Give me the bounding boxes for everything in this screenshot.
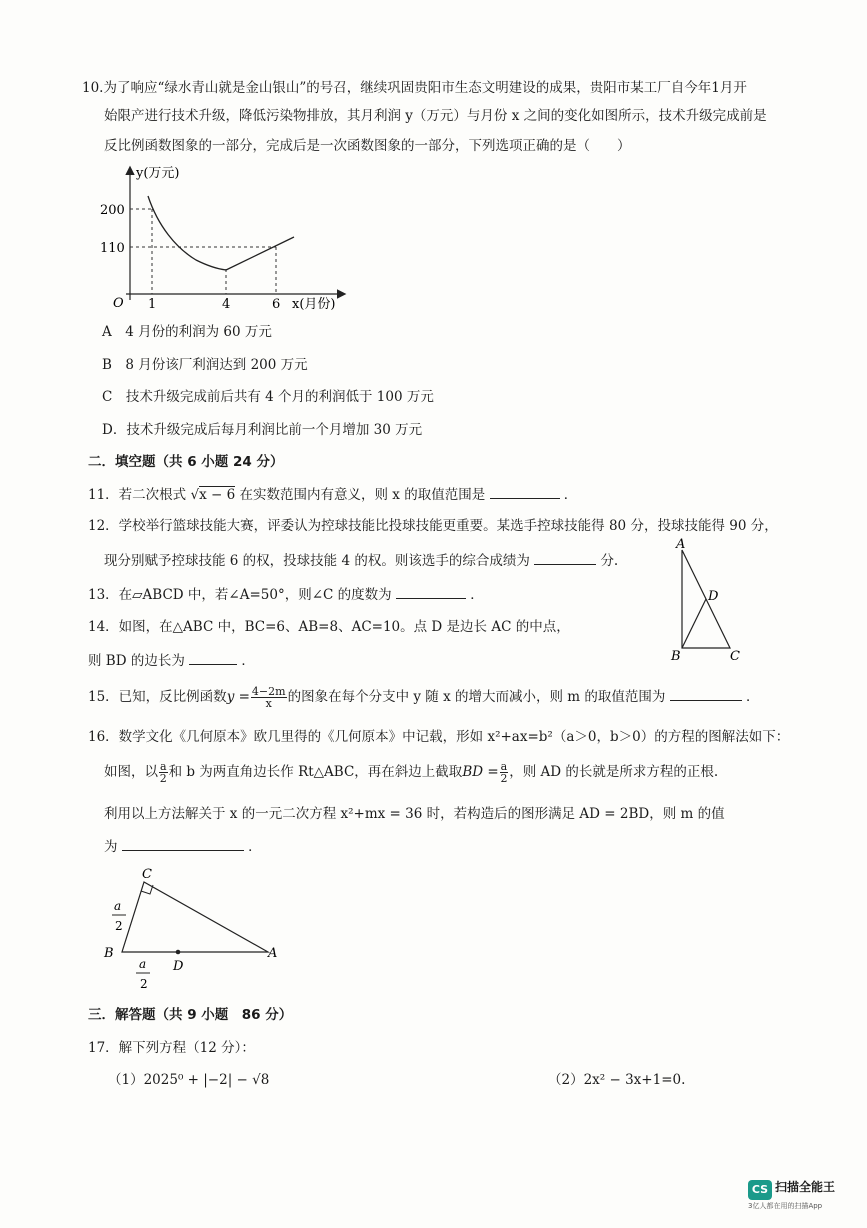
q15: 15．已知，反比例函数y = $\frac{4-2m}{x}$ 的图象在每个分支中 y 随 x 的增大而减小，则 m 的取值范围为 ． <box>88 685 760 710</box>
q16-line2: 如图，以 $\frac{a}{2}$ 和 b 为两直角边长作 Rt△ABC，再在斜边上截取BD = $\frac{a}{2}$ ，则 AD 的长就是所求方程的正根. <box>104 760 719 785</box>
q14-line2: 则 BD 的边长为 ． <box>88 650 255 671</box>
vertex-d: D <box>708 589 719 604</box>
q16-line3: 利用以上方法解关于 x 的一元二次方程 x²+mx = 36 时，若构造后的图形满足 AD = 2BD，则 m 的值 <box>104 806 725 822</box>
x-tick-1: 1 <box>148 297 157 312</box>
side-bd-den: 2 <box>140 977 148 991</box>
q10-option-b: B 8 月份该厂利润达到 200 万元 <box>102 357 308 373</box>
x-tick-6: 6 <box>272 297 281 312</box>
vertex-b: B <box>104 946 114 961</box>
point-d-label: D <box>173 959 184 974</box>
q14-line1: 14．如图，在△ABC 中，BC=6、AB=8、AC=10。点 D 是边长 AC 的中点， <box>88 619 570 635</box>
q13-answer-blank[interactable] <box>396 584 466 599</box>
y-tick-110: 110 <box>100 241 125 256</box>
origin-label: O <box>113 296 124 311</box>
x-tick-4: 4 <box>222 297 231 312</box>
q12-line1: 12．学校举行篮球技能大赛，评委认为控球技能比投球技能更重要。某选手控球技能得 80 分，投球技能得 90 分， <box>88 518 778 534</box>
q15-answer-blank[interactable] <box>670 686 742 701</box>
side-bc-num: a <box>114 899 122 913</box>
q10-line2: 始限产进行技术升级，降低污染物排放，其月利润 y（万元）与月份 x 之间的变化如图所示，技术升级完成前是 <box>104 108 767 124</box>
linear-segment <box>226 237 294 270</box>
camscanner-brand: 扫描全能王 <box>775 1180 836 1194</box>
q14-triangle-figure <box>668 536 748 666</box>
x-axis-label: x(月份) <box>292 297 336 312</box>
vertex-c: C <box>730 649 740 664</box>
q11-answer-blank[interactable] <box>490 484 560 499</box>
q15-fraction: $\frac{4-2m}{x}$ <box>251 685 286 710</box>
q10-option-a: A 4 月份的利润为 60 万元 <box>102 324 272 340</box>
vertex-b: B <box>671 649 681 664</box>
q14-answer-blank[interactable] <box>189 650 237 665</box>
q10-line1: 10.为了响应“绿水青山就是金山银山”的号召，继续巩固贵阳市生态文明建设的成果，贵阳市某工厂自今年1月开 <box>82 80 747 96</box>
camscanner-logo: CS <box>748 1180 772 1200</box>
q16-line1: 16．数学文化《几何原本》欧几里得的《几何原本》中记载，形如 x²+ax=b²（a＞0，b＞0）的方程的图解法如下： <box>88 729 790 745</box>
q17-title: 17．解下列方程（12 分）： <box>88 1040 255 1056</box>
section-3-heading: 三．解答题（共 9 小题 86 分） <box>88 1007 293 1023</box>
q16-answer-blank[interactable] <box>122 836 244 851</box>
q16-triangle-figure <box>100 864 290 994</box>
vertex-a: A <box>676 537 686 552</box>
q10-line3: 反比例函数图象的一部分，完成后是一次函数图象的一部分，下列选项正确的是（ ） <box>104 138 631 154</box>
q17-part1: （1）2025⁰ + |−2| − √8 <box>108 1072 270 1088</box>
side-bd-num: a <box>139 957 147 971</box>
q12-answer-blank[interactable] <box>534 550 596 565</box>
camscanner-tagline: 3亿人都在用的扫描App <box>748 1202 823 1210</box>
y-axis-label: y(万元) <box>136 166 180 181</box>
q11: 11．若二次根式 √x − 6 在实数范围内有意义，则 x 的取值范围是 ． <box>88 484 577 505</box>
q10-option-d: D．技术升级完成后每月利润比前一个月增加 30 万元 <box>102 422 423 438</box>
q13: 13．在▱ABCD 中，若∠A=50°，则∠C 的度数为 ． <box>88 584 484 605</box>
y-tick-200: 200 <box>100 203 125 218</box>
inverse-curve <box>148 196 226 270</box>
vertex-c: C <box>142 867 152 882</box>
q10-graph <box>96 160 356 320</box>
sqrt-expression: √x − 6 <box>190 487 236 503</box>
q16-line4: 为 ． <box>104 836 262 857</box>
q17-part2: （2）2x² − 3x+1=0. <box>548 1072 686 1088</box>
point-d <box>176 950 181 955</box>
q12-line2: 现分别赋予控球技能 6 的权，投球技能 4 的权。则该选手的综合成绩为 分. <box>104 550 618 571</box>
q10-option-c: C 技术升级完成前后共有 4 个月的利润低于 100 万元 <box>102 389 434 405</box>
vertex-a: A <box>268 946 278 961</box>
section-2-heading: 二．填空题（共 6 小题 24 分） <box>88 454 284 470</box>
side-bc-den: 2 <box>115 919 123 933</box>
